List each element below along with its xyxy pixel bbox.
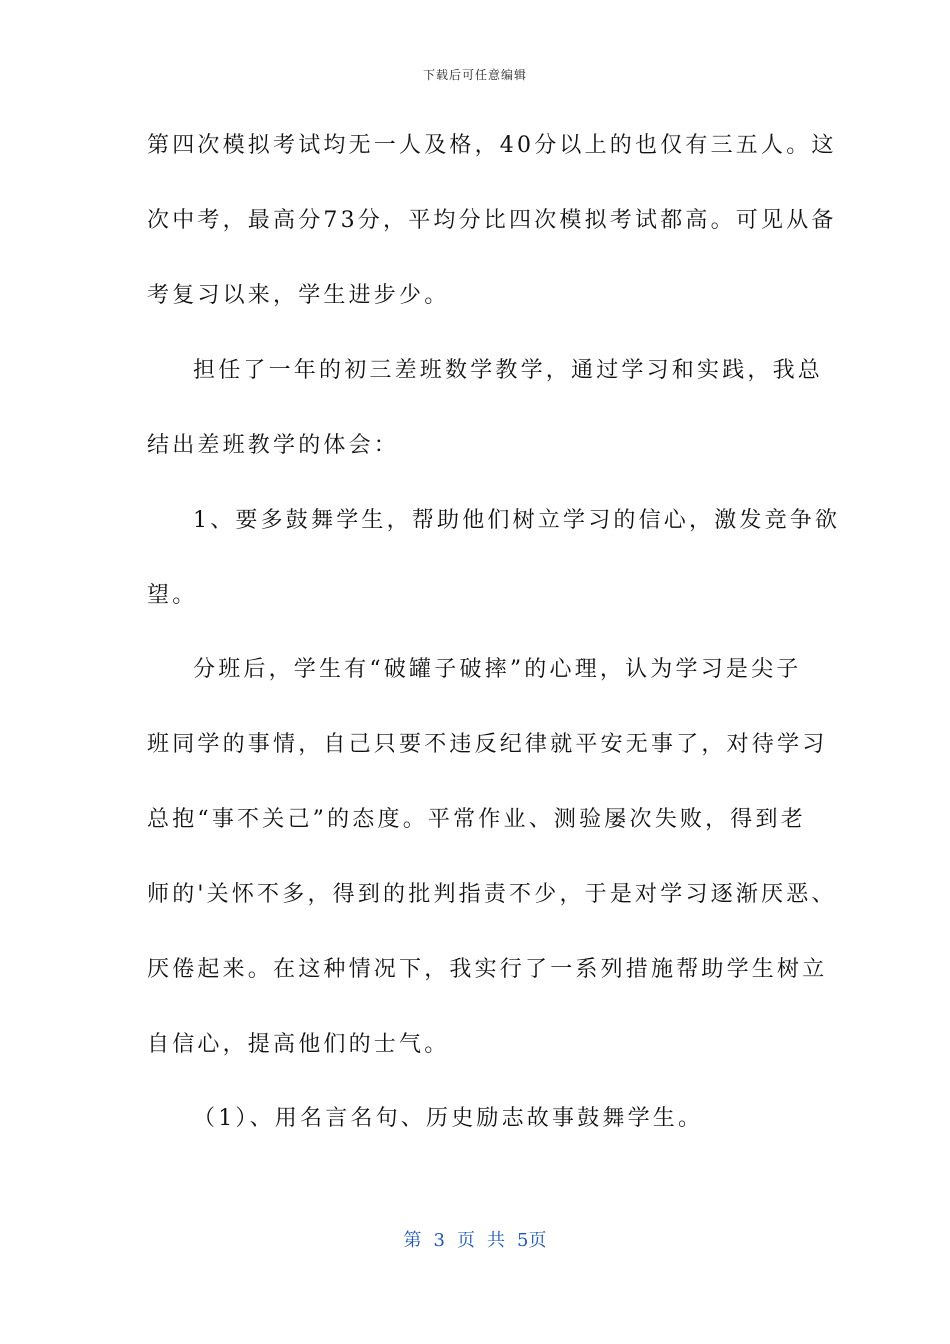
sub-item-heading: （1）、用名言名句、历史励志故事鼓舞学生。	[193, 1106, 704, 1131]
paragraph-line: 分班后，学生有“破罐子破摔”的心理，认为学习是尖子	[193, 657, 802, 682]
text-line: 次中考，最高分73分，平均分比四次模拟考试都高。可见从备	[147, 208, 837, 233]
text-line: 自信心，提高他们的士气。	[147, 1032, 450, 1057]
footer-label-di: 第	[403, 1230, 422, 1251]
paragraph-line: 担任了一年的初三差班数学教学，通过学习和实践，我总	[193, 358, 824, 383]
text-line: 考复习以来，学生进步少。	[147, 283, 450, 308]
text-line: 结出差班教学的体会：	[147, 433, 400, 458]
text-line: 班同学的事情，自己只要不违反纪律就平安无事了，对待学习	[147, 732, 828, 757]
list-item-heading: 1、要多鼓舞学生，帮助他们树立学习的信心，激发竞争欲	[193, 508, 841, 533]
text-line: 师的'关怀不多，得到的批判指责不少，于是对学习逐渐厌恶、	[147, 882, 837, 907]
footer-label-ye: 页	[457, 1230, 475, 1251]
text-line: 总抱“事不关己”的态度。平常作业、测验屡次失败，得到老	[147, 807, 806, 832]
page-header-note: 下载后可任意编辑	[422, 68, 527, 82]
text-line: 第四次模拟考试均无一人及格，40分以上的也仅有三五人。这	[147, 133, 837, 158]
footer-label-gong: 共	[487, 1230, 505, 1251]
text-line: 望。	[147, 583, 198, 608]
page-footer	[0, 1226, 950, 1252]
text-line: 厌倦起来。在这种情况下，我实行了一系列措施帮助学生树立	[147, 957, 828, 982]
footer-current-page: 3	[433, 1230, 445, 1251]
footer-total-pages: 5页	[517, 1230, 547, 1251]
